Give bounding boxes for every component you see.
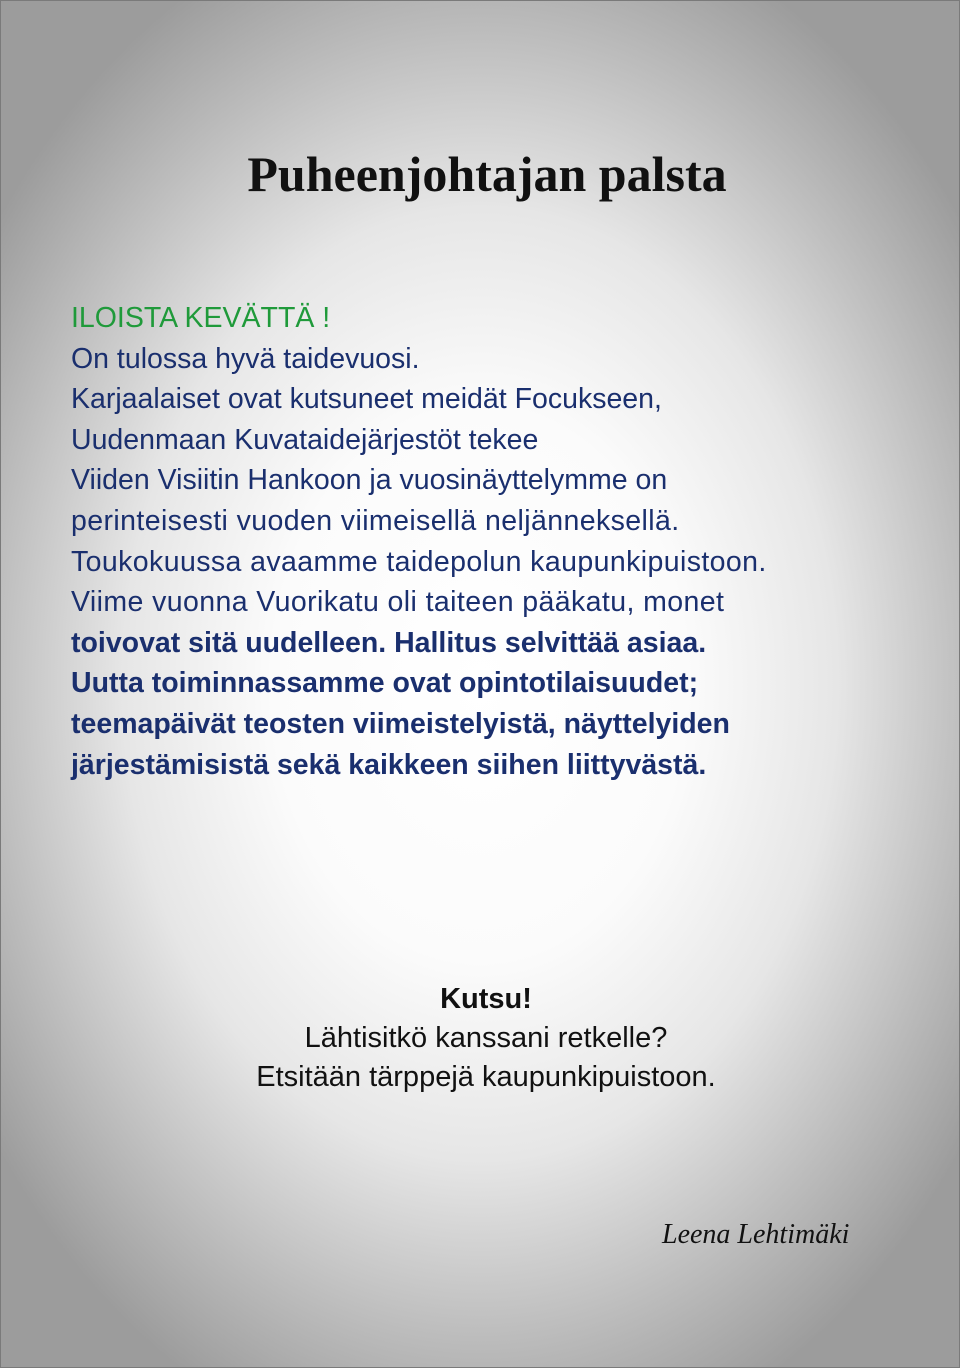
article-line: perinteisesti vuoden viimeisellä neljänneksellä. [71,504,680,537]
author-signature: Leena Lehtimäki [662,1219,850,1250]
article-line: Toukokuussa avaamme taidepolun kaupunkipuistoon. [71,545,767,578]
article-body [71,298,951,785]
invitation-line: Etsitään tärppejä kaupunkipuistoon. [256,1061,716,1093]
article-line: toivovat sitä uudelleen. Hallitus selvittää asiaa. [71,626,707,659]
article-line: järjestämisistä sekä kaikkeen siihen liittyvästä. [71,748,707,781]
page-title: Puheenjohtajan palsta [247,146,727,202]
article-line: Uudenmaan Kuvataidejärjestöt tekee [71,423,539,456]
invitation [0,980,960,1097]
article-line: Karjaalaiset ovat kutsuneet meidät Focukseen, [71,383,662,416]
article-line: On tulossa hyvä taidevuosi. [71,342,420,375]
article-line: teemapäivät teosten viimeistelyistä, näyttelyiden [71,707,730,740]
article-line: Uutta toiminnassamme ovat opintotilaisuudet; [71,667,699,700]
article-line: Viime vuonna Vuorikatu oli taiteen pääkatu, monet [71,586,725,619]
greeting-line: ILOISTA KEVÄTTÄ ! [71,302,331,334]
article-line: Viiden Visiitin Hankoon ja vuosinäyttelymme on [71,464,668,497]
invitation-heading: Kutsu! [440,983,532,1015]
invitation-line: Lähtisitkö kanssani retkelle? [304,1022,668,1054]
